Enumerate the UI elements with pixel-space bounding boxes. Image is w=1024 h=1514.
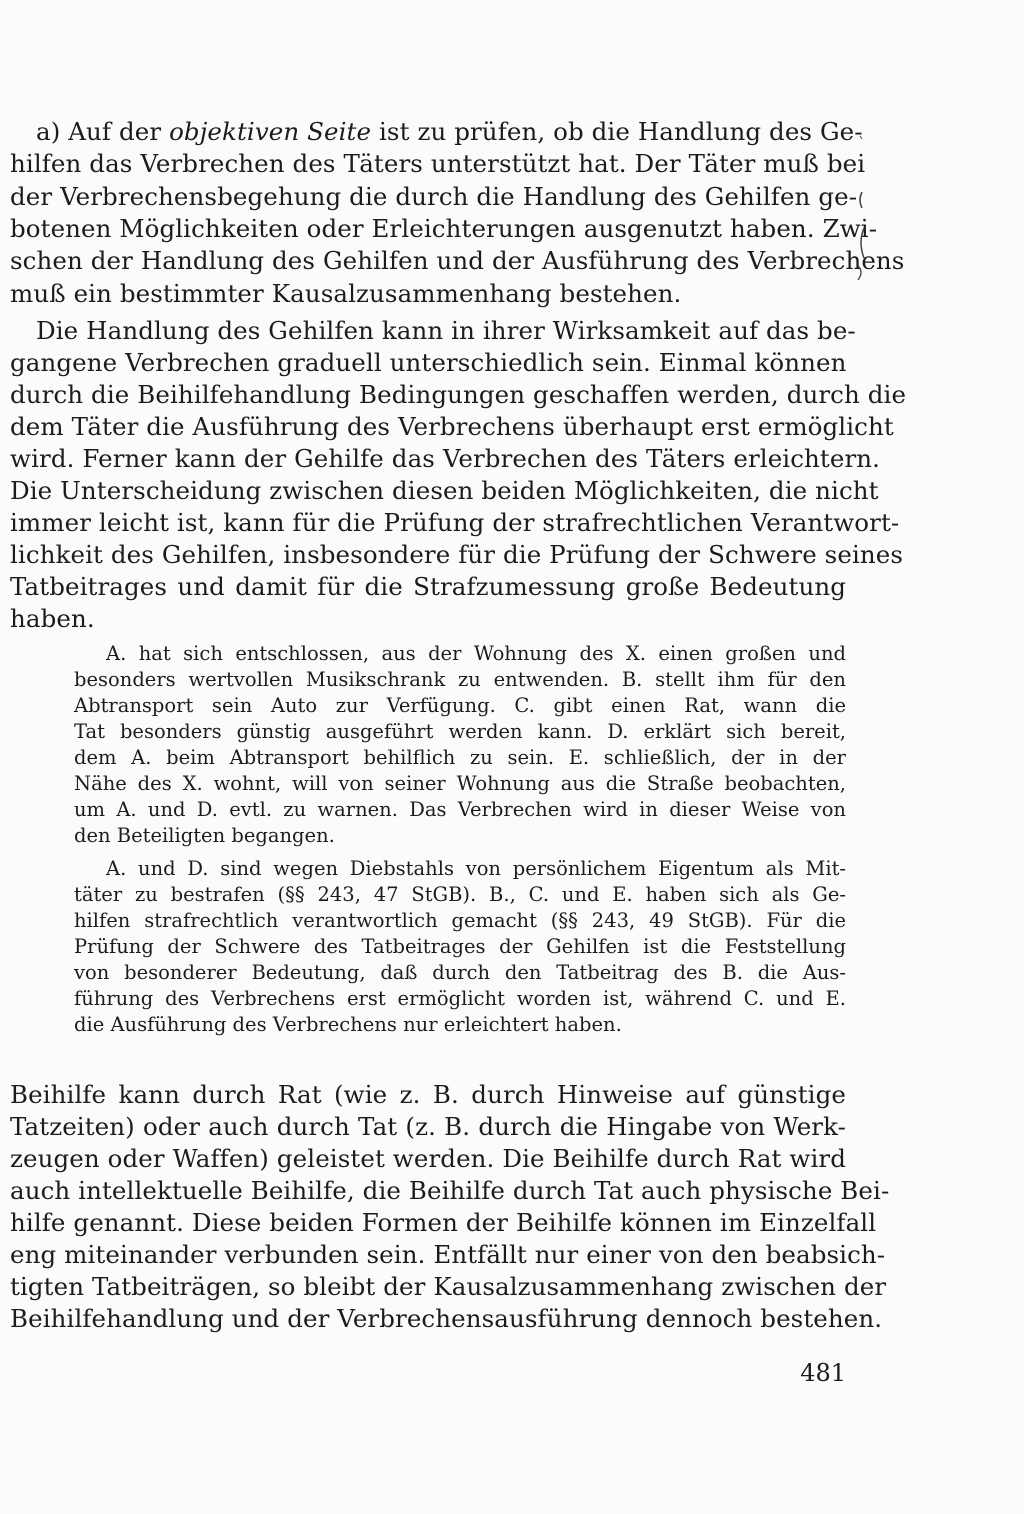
text-line: Die Unterscheidung zwischen diesen beiden Möglichkeiten, die nicht (10, 476, 879, 505)
text-line: a) Auf der objektiven Seite ist zu prüfen, ob die Handlung des Ge- (36, 117, 863, 146)
text-line: wird. Ferner kann der Gehilfe das Verbrechen des Täters erleichtern. (10, 444, 881, 473)
text-line: Beihilfehandlung und der Verbrechensausführung dennoch bestehen. (10, 1304, 883, 1333)
text-line: auch intellektuelle Beihilfe, die Beihilfe durch Tat auch physische Bei- (10, 1176, 890, 1205)
text-line: dem A. beim Abtransport behilflich zu sein. E. schließlich, der in der (74, 746, 846, 769)
text-line: Beihilfe kann durch Rat (wie z. B. durch Hinweise auf günstige (10, 1080, 846, 1109)
emphasis-objective-side: objektiven Seite (169, 117, 372, 146)
text-line: lichkeit des Gehilfen, insbesondere für die Prüfung der Schwere seines (10, 540, 904, 569)
text-line: A. hat sich entschlossen, aus der Wohnung des X. einen großen und (106, 642, 846, 665)
text-line: Die Handlung des Gehilfen kann in ihrer Wirksamkeit auf das be- (36, 316, 856, 345)
text-line: schen der Handlung des Gehilfen und der Ausführung des Verbrechens (10, 246, 905, 275)
text-line: haben. (10, 604, 95, 633)
text-line: muß ein bestimmter Kausalzusammenhang bestehen. (10, 279, 682, 308)
text-line: die Ausführung des Verbrechens nur erleichtert haben. (74, 1013, 622, 1036)
text-line: zeugen oder Waffen) geleistet werden. Die Beihilfe durch Rat wird (10, 1144, 846, 1173)
text-line: hilfen strafrechtlich verantwortlich gemacht (§§ 243, 49 StGB). Für die (74, 909, 846, 932)
text-line: täter zu bestrafen (§§ 243, 47 StGB). B., C. und E. haben sich als Ge- (74, 883, 846, 906)
text-line: botenen Möglichkeiten oder Erleichterungen ausgenutzt haben. Zwi- (10, 214, 878, 243)
text-line: A. und D. sind wegen Diebstahls von persönlichem Eigentum als Mit- (106, 857, 846, 880)
text-line: Tatzeiten) oder auch durch Tat (z. B. durch die Hingabe von Werk- (10, 1112, 846, 1141)
text-line: der Verbrechensbegehung die durch die Handlung des Gehilfen ge- (10, 182, 858, 211)
text-line: Prüfung der Schwere des Tatbeitrages der Gehilfen ist die Feststellung (74, 935, 846, 958)
text-line: besonders wertvollen Musikschrank zu entwenden. B. stellt ihm für den (74, 668, 846, 691)
text-line: Tatbeitrages und damit für die Strafzumessung große Bedeutung (10, 572, 846, 601)
text-line: Abtransport sein Auto zur Verfügung. C. gibt einen Rat, wann die (74, 694, 846, 717)
text-line: dem Täter die Ausführung des Verbrechens überhaupt erst ermöglicht (10, 412, 894, 441)
text-line: eng miteinander verbunden sein. Entfällt nur einer von den beabsich- (10, 1240, 886, 1269)
text-line: um A. und D. evtl. zu warnen. Das Verbrechen wird in dieser Weise von (74, 798, 846, 821)
text-line: immer leicht ist, kann für die Prüfung der strafrechtlichen Verantwort- (10, 508, 900, 537)
text-line: gangene Verbrechen graduell unterschiedlich sein. Einmal können (10, 348, 847, 377)
text-line: durch die Beihilfehandlung Bedingungen geschaffen werden, durch die (10, 380, 907, 409)
text-line: hilfe genannt. Diese beiden Formen der Beihilfe können im Einzelfall (10, 1208, 877, 1237)
text-line: hilfen das Verbrechen des Täters unterstützt hat. Der Täter muß bei (10, 149, 866, 178)
text-line: von besonderer Bedeutung, daß durch den Tatbeitrag des B. die Aus- (74, 961, 846, 984)
text-line: Nähe des X. wohnt, will von seiner Wohnung aus die Straße beobachten, (74, 772, 846, 795)
text-line: den Beteiligten begangen. (74, 824, 335, 847)
margin-bracket-marks (850, 120, 880, 280)
page-number: 481 (800, 1359, 846, 1387)
text-line: tigten Tatbeiträgen, so bleibt der Kausalzusammenhang zwischen der (10, 1272, 887, 1301)
text-line: führung des Verbrechens erst ermöglicht worden ist, während C. und E. (74, 987, 846, 1010)
text-line: Tat besonders günstig ausgeführt werden kann. D. erklärt sich bereit, (74, 720, 846, 743)
